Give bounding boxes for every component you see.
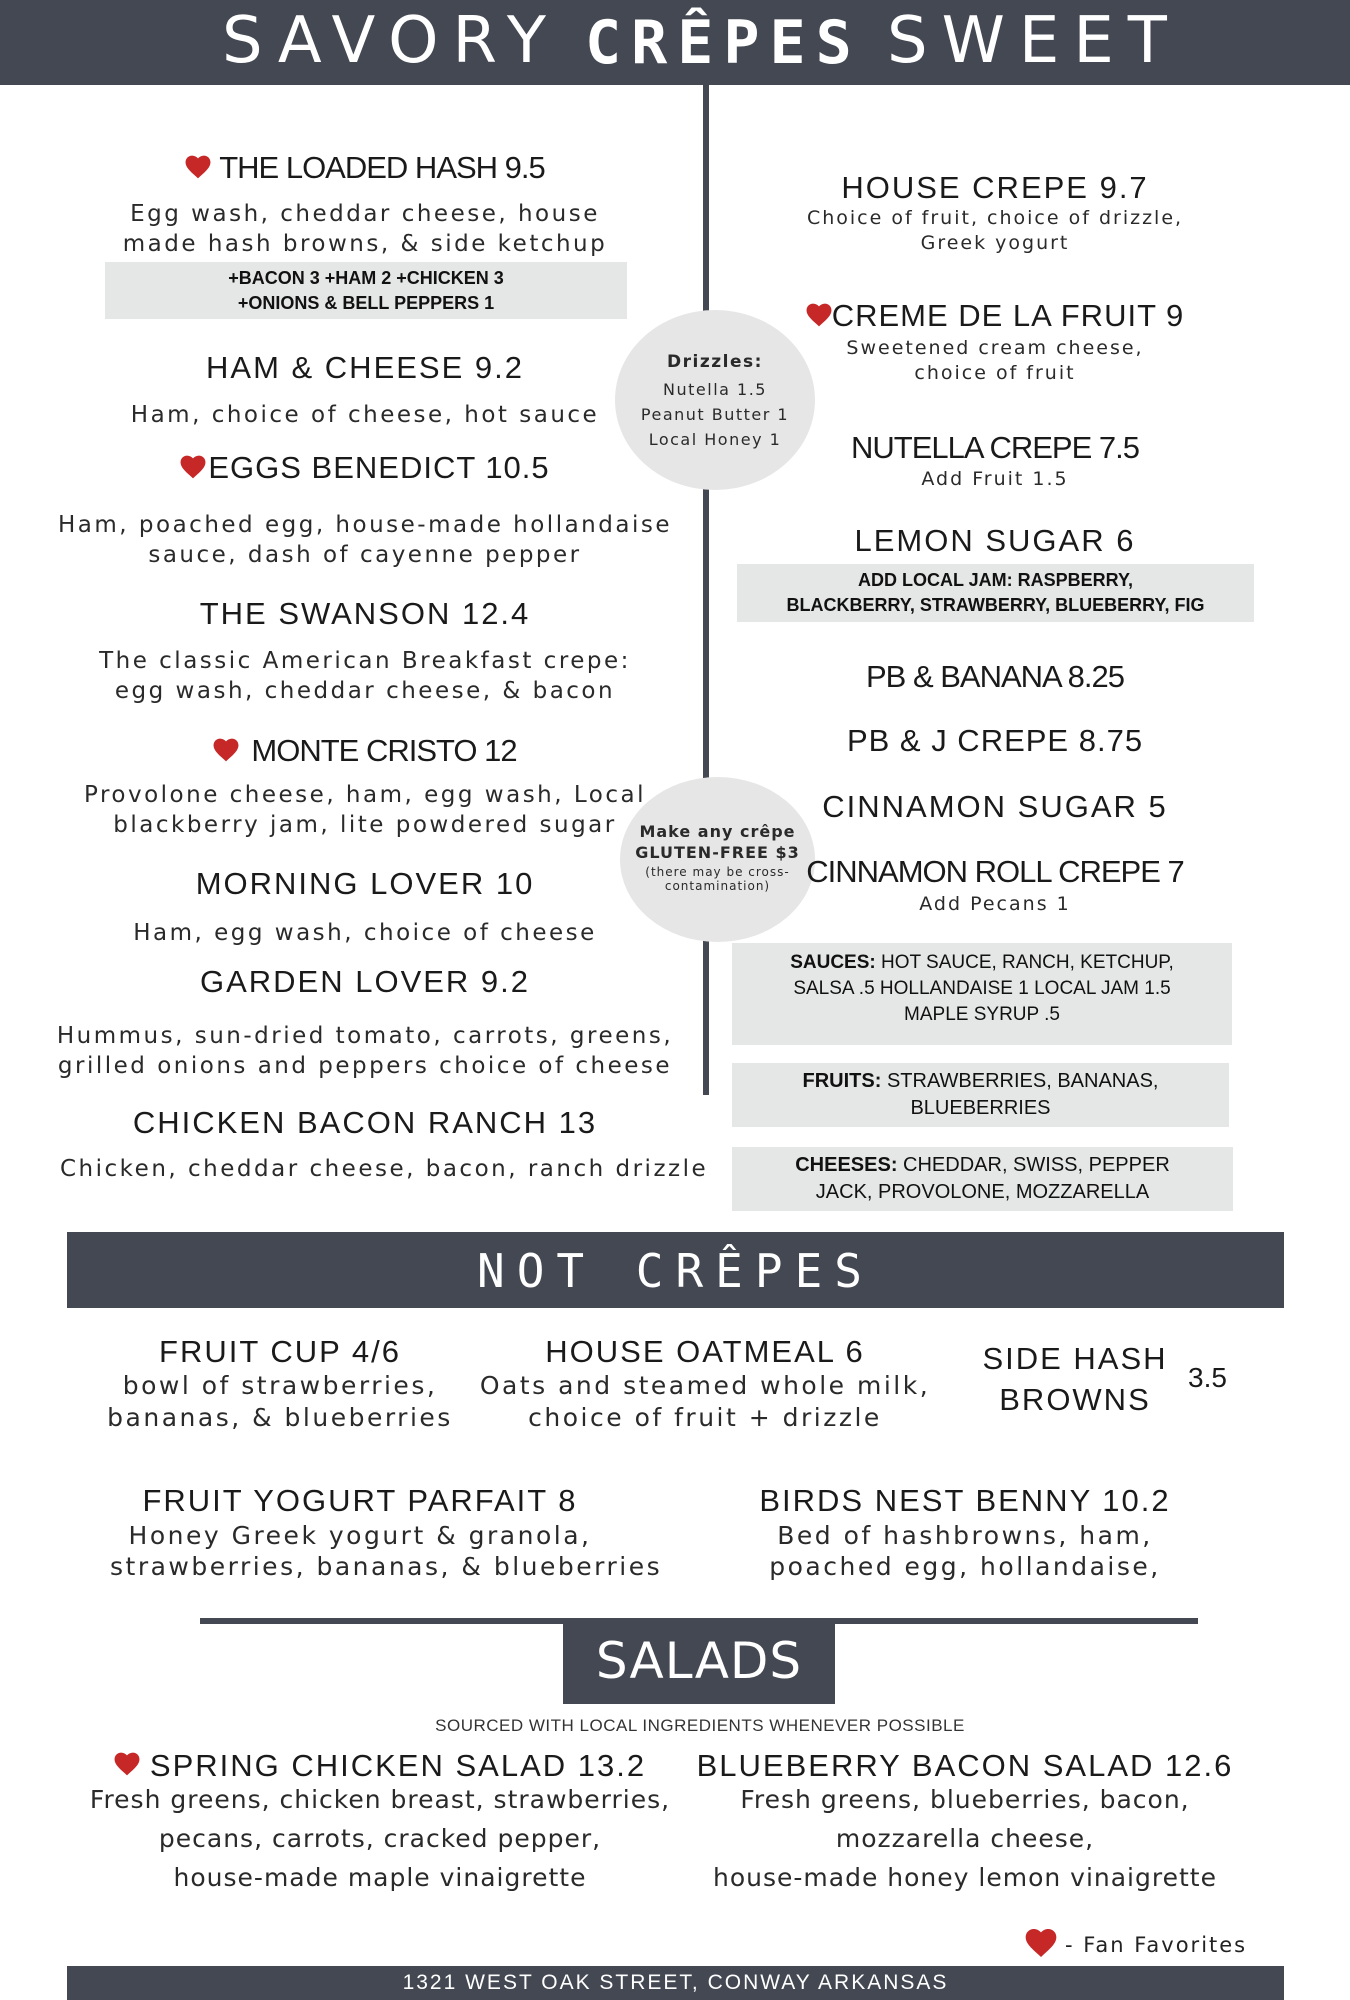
- jam-line: ADD LOCAL JAM: RASPBERRY,: [857, 570, 1134, 590]
- header-crepes: CRÊPES: [585, 8, 862, 78]
- menu-item-desc: Bed of hashbrowns, ham, poached egg, hollandaise,: [769, 1521, 1161, 1581]
- menu-item-desc: Hummus, sun-dried tomato, carrots, greens, grilled onions and peppers choice of cheese: [56, 1023, 674, 1079]
- sauces-label: SAUCES:: [790, 952, 876, 973]
- menu-item-title: MONTE CRISTO 12: [110, 733, 620, 769]
- menu-item-desc: Ham, egg wash, choice of cheese: [133, 920, 597, 946]
- heart-icon: [114, 1751, 140, 1777]
- menu-item-title: HOUSE OATMEAL 6: [545, 1334, 865, 1369]
- jam-line: BLACKBERRY, STRAWBERRY, BLUEBERRY, FIG: [786, 595, 1205, 615]
- menu-item-title: MORNING LOVER 10: [195, 866, 535, 901]
- menu-item-title: PB & J CREPE 8.75: [846, 723, 1144, 758]
- menu-item-desc: Egg wash, cheddar cheese, house made hash browns, & side ketchup: [122, 201, 608, 257]
- header-savory: SAVORY: [222, 4, 560, 78]
- menu-item-title: LEMON SUGAR 6: [854, 523, 1136, 558]
- menu-item-desc: bowl of strawberries, bananas, & blueberries: [107, 1371, 453, 1432]
- hash-addons-box: [105, 262, 627, 319]
- legend-text: - Fan Favorites: [1065, 1933, 1248, 1957]
- footer-banner: [67, 1966, 1284, 2000]
- fruits-box: [732, 1063, 1229, 1127]
- menu-item-title: FRUIT YOGURT PARFAIT 8: [142, 1483, 578, 1518]
- cheeses-line: CHEDDAR, SWISS, PEPPER: [897, 1154, 1170, 1176]
- cheeses-line: JACK, PROVOLONE, MOZZARELLA: [815, 1181, 1150, 1203]
- menu-item-desc: The classic American Breakfast crepe: egg wash, cheddar cheese, & bacon: [99, 648, 631, 704]
- not-crepes-banner: [67, 1232, 1284, 1308]
- menu-item-desc: Ham, poached egg, house-made hollandaise sauce, dash of cayenne pepper: [58, 512, 672, 568]
- menu-item-desc: Oats and steamed whole milk, choice of fruit + drizzle: [479, 1371, 931, 1432]
- sauces-line: MAPLE SYRUP .5: [904, 1004, 1060, 1025]
- drizzle-item: Nutella 1.5: [663, 380, 767, 399]
- menu-item-title: CREME DE LA FRUIT 9: [745, 298, 1245, 334]
- fruits-label: FRUITS:: [802, 1070, 882, 1092]
- drizzle-item: Local Honey 1: [648, 430, 782, 449]
- sauces-line: SALSA .5 HOLLANDAISE 1 LOCAL JAM 1.5: [793, 978, 1171, 999]
- gluten-note: contamination): [664, 879, 771, 893]
- heart-icon: [185, 154, 211, 180]
- salads-title: SALADS: [595, 1632, 803, 1690]
- menu-item-title: CHICKEN BACON RANCH 13: [132, 1105, 598, 1140]
- menu-item-title: HAM & CHEESE 9.2: [206, 350, 524, 385]
- fruits-line: STRAWBERRIES, BANANAS,: [881, 1070, 1159, 1092]
- gluten-note: (there may be cross-: [645, 865, 790, 879]
- menu-item-title: FRUIT CUP 4/6: [159, 1334, 401, 1369]
- menu-item-desc: Ham, choice of cheese, hot sauce: [130, 402, 600, 428]
- menu-item-desc: Choice of fruit, choice of drizzle, Greek yogurt: [806, 207, 1184, 254]
- heart-icon: [806, 302, 832, 328]
- menu-item-desc: Provolone cheese, ham, egg wash, Local blackberry jam, lite powdered sugar: [83, 782, 646, 838]
- menu-item-title: THE SWANSON 12.4: [199, 596, 531, 631]
- addon-line: +BACON 3 +HAM 2 +CHICKEN 3: [228, 268, 504, 288]
- menu-item-title: CINNAMON SUGAR 5: [822, 789, 1168, 824]
- sauces-box: [732, 943, 1232, 1045]
- heart-icon: [213, 737, 239, 763]
- drizzles-title: Drizzles:: [667, 352, 763, 372]
- gluten-line2: GLUTEN-FREE $3: [635, 843, 800, 862]
- fan-favorites-legend: [1025, 1928, 1325, 1958]
- menu-item-title: GARDEN LOVER 9.2: [199, 964, 531, 999]
- addon-line: +ONIONS & BELL PEPPERS 1: [237, 293, 495, 313]
- cheeses-label: CHEESES:: [795, 1154, 898, 1176]
- menu-item-title: CINNAMON ROLL CREPE 7: [806, 854, 1184, 889]
- footer-address: 1321 WEST OAK STREET, CONWAY ARKANSAS: [402, 1971, 949, 1994]
- salads-subtitle: SOURCED WITH LOCAL INGREDIENTS WHENEVER POSSIBLE: [435, 1716, 965, 1735]
- fruits-line: BLUEBERRIES: [910, 1097, 1051, 1119]
- menu-item-title: SIDE HASH BROWNS: [982, 1341, 1168, 1417]
- menu-item-desc: Sweetened cream cheese, choice of fruit: [846, 337, 1144, 384]
- menu-item-title: THE LOADED HASH 9.5: [110, 150, 620, 186]
- menu-item-title: SPRING CHICKEN SALAD 13.2: [80, 1748, 680, 1784]
- menu-item-desc: Fresh greens, blueberries, bacon, mozzarella cheese, house-made honey lemon vinaigrette: [713, 1785, 1217, 1892]
- header-banner: [0, 0, 1350, 85]
- not-crepes-title: NOT CRÊPES: [477, 1244, 874, 1298]
- jam-box: [737, 564, 1254, 622]
- heart-icon: [180, 454, 206, 480]
- menu-item-title: BLUEBERRY BACON SALAD 12.6: [696, 1748, 1234, 1783]
- cheeses-box: [732, 1147, 1233, 1211]
- sauces-line: HOT SAUCE, RANCH, KETCHUP,: [875, 952, 1174, 973]
- menu-item-title: EGGS BENEDICT 10.5: [110, 450, 620, 486]
- header-sweet: SWEET: [887, 4, 1181, 78]
- heart-icon: [1025, 1928, 1057, 1958]
- center-divider: [703, 85, 709, 1095]
- menu-item-title: PB & BANANA 8.25: [866, 659, 1124, 694]
- menu-item-desc: Add Pecans 1: [919, 893, 1071, 915]
- menu-item-title: BIRDS NEST BENNY 10.2: [759, 1483, 1171, 1518]
- menu-item-desc: Chicken, cheddar cheese, bacon, ranch drizzle: [60, 1156, 709, 1182]
- menu-item-desc: Fresh greens, chicken breast, strawberries, pecans, carrots, cracked pepper, house-made maple vinaigrette: [89, 1785, 671, 1892]
- gluten-line1: Make any crêpe: [639, 822, 796, 841]
- menu-item-desc: Add Fruit 1.5: [921, 468, 1069, 490]
- menu-item-title: NUTELLA CREPE 7.5: [851, 430, 1139, 465]
- salads-banner: [563, 1618, 835, 1704]
- side-hash-price: 3.5: [1188, 1362, 1227, 1393]
- menu-item-title: HOUSE CREPE 9.7: [841, 170, 1149, 205]
- menu-item-desc: Honey Greek yogurt & granola, strawberries, bananas, & blueberries: [110, 1521, 663, 1581]
- drizzle-item: Peanut Butter 1: [640, 405, 790, 424]
